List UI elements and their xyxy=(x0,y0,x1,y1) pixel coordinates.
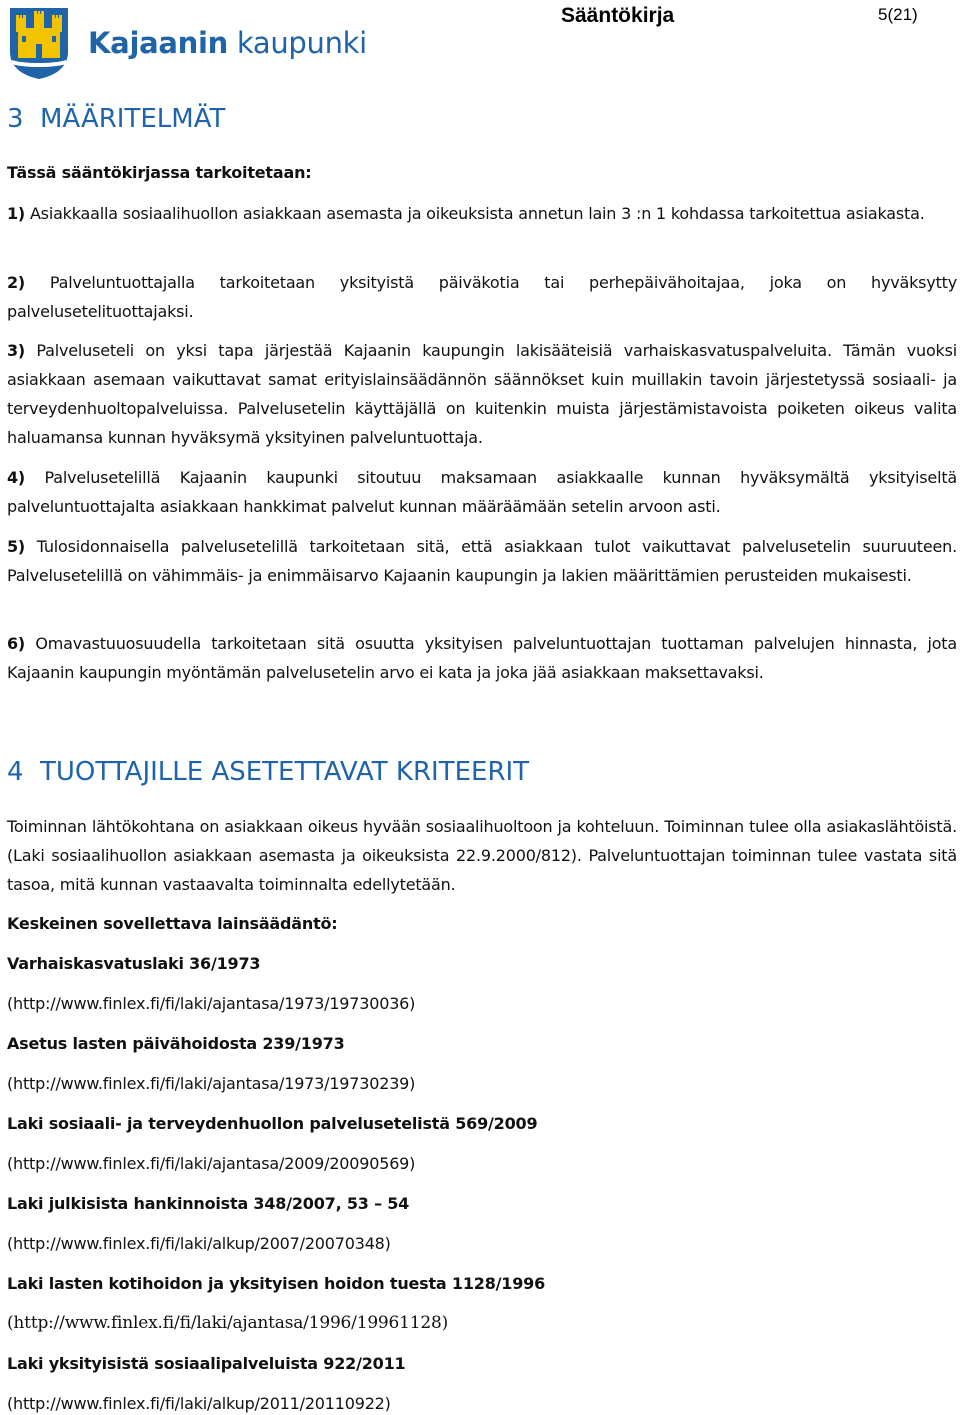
law-url: (http://www.finlex.fi/fi/laki/ajantasa/1996/19961128) xyxy=(7,1313,449,1333)
section-4-intro: Toiminnan lähtökohtana on asiakkaan oikeus hyvään sosiaalihuoltoon ja kohteluun. Toiminnan tulee olla asiakaslähtöistä. (Laki sosiaalihuollon asiakkaan asemasta ja oikeuksista 22.9.2000/812). Palveluntuottajan toiminnan tulee vastata sitä tasoa, mitä kunnan vastaavalta toiminnalta edellytetään. xyxy=(7,817,957,894)
item-number: 4) xyxy=(7,468,26,487)
item-number: 1) xyxy=(7,204,26,223)
law-url: (http://www.finlex.fi/fi/laki/alkup/2007/20070348) xyxy=(7,1234,391,1253)
item-text: Palveluseteli on yksi tapa järjestää Kajaanin kaupungin lakisääteisiä varhaiskasvatuspalveluita. Tämän vuoksi asiakkaan asemaan vaikuttavat samat erityislainsäädännön säännökset kuin muillakin tavoin järjestetyssä sosiaali- ja terveydenhuoltopalveluissa. Palvelusetelin käyttäjällä on kuitenkin muista järjestämistavoista poiketen oikeus valita haluamansa kunnan hyväksymä yksityinen palveluntuottaja. xyxy=(7,341,958,447)
page-number: 5(21) xyxy=(878,5,918,24)
item-text: Palvelusetelillä Kajaanin kaupunki sitoutuu maksamaan asiakkaalle kunnan hyväksymältä yksityiseltä palveluntuottajalta asiakkaan hankkimat palvelut kunnan määräämään setelin arvoon asti. xyxy=(7,468,957,516)
item-text: Tulosidonnaisella palvelusetelillä tarkoitetaan sitä, että asiakkaan tulot vaikuttavat palvelusetelin suuruuteen. Palvelusetelillä on vähimmäis- ja enimmäisarvo Kajaanin kaupungin ja lakien määrittämien perusteiden mukaisesti. xyxy=(7,537,957,585)
item-text: Palveluntuottajalla tarkoitetaan yksityistä päiväkotia tai perhepäivähoitajaa, joka on hyväksytty palvelusetelituottajaksi. xyxy=(7,273,957,321)
logo-name-rest: kaupunki xyxy=(236,26,367,60)
item-text: Asiakkaalla sosiaalihuollon asiakkaan asemasta ja oikeuksista annetun lain 3 :n 1 kohdassa tarkoitettua asiakasta. xyxy=(29,204,925,223)
definition-item xyxy=(7,199,957,228)
page-header xyxy=(0,0,960,90)
item-number: 3) xyxy=(7,341,26,360)
section-3-heading xyxy=(7,104,225,134)
law-name: Laki yksityisistä sosiaalipalveluista 922/2011 xyxy=(7,1354,406,1373)
law-url: (http://www.finlex.fi/fi/laki/ajantasa/1973/19730036) xyxy=(7,994,416,1013)
coat-of-arms-icon xyxy=(8,6,70,80)
item-number: 6) xyxy=(7,634,26,653)
item-number: 5) xyxy=(7,537,26,556)
legislation-heading: Keskeinen sovellettava lainsäädäntö: xyxy=(7,914,338,933)
definition-item xyxy=(7,532,957,590)
logo-wordmark xyxy=(88,26,367,60)
law-name: Laki lasten kotihoidon ja yksityisen hoidon tuesta 1128/1996 xyxy=(7,1274,546,1293)
logo-name-bold: Kajaanin xyxy=(88,26,228,60)
definition-item xyxy=(7,268,957,326)
law-name: Varhaiskasvatuslaki 36/1973 xyxy=(7,954,261,973)
law-url: (http://www.finlex.fi/fi/laki/ajantasa/2009/20090569) xyxy=(7,1154,416,1173)
law-name: Asetus lasten päivähoidosta 239/1973 xyxy=(7,1034,345,1053)
law-name: Laki julkisista hankinnoista 348/2007, 53 – 54 xyxy=(7,1194,410,1213)
section-4-heading xyxy=(7,757,529,787)
city-logo xyxy=(8,6,367,82)
section-number: 3 xyxy=(7,104,24,134)
section-3-intro: Tässä sääntökirjassa tarkoitetaan: xyxy=(7,163,312,182)
section-number: 4 xyxy=(7,757,24,787)
law-url: (http://www.finlex.fi/fi/laki/alkup/2011/20110922) xyxy=(7,1394,391,1413)
item-text: Omavastuuosuudella tarkoitetaan sitä osuutta yksityisen palveluntuottajan tuottaman palvelujen hinnasta, jota Kajaanin kaupungin myöntämän palvelusetelin arvo ei kata ja joka jää asiakkaan maksettavaksi. xyxy=(7,634,957,682)
law-name: Laki sosiaali- ja terveydenhuollon palvelusetelistä 569/2009 xyxy=(7,1114,538,1133)
section-title: MÄÄRITELMÄT xyxy=(40,104,226,134)
definition-item xyxy=(7,463,957,521)
definition-item xyxy=(7,629,957,687)
document-title: Sääntökirja xyxy=(561,4,675,27)
law-url: (http://www.finlex.fi/fi/laki/ajantasa/1973/19730239) xyxy=(7,1074,416,1093)
item-number: 2) xyxy=(7,273,26,292)
definition-item xyxy=(7,336,957,452)
section-title: TUOTTAJILLE ASETETTAVAT KRITEERIT xyxy=(40,757,530,787)
